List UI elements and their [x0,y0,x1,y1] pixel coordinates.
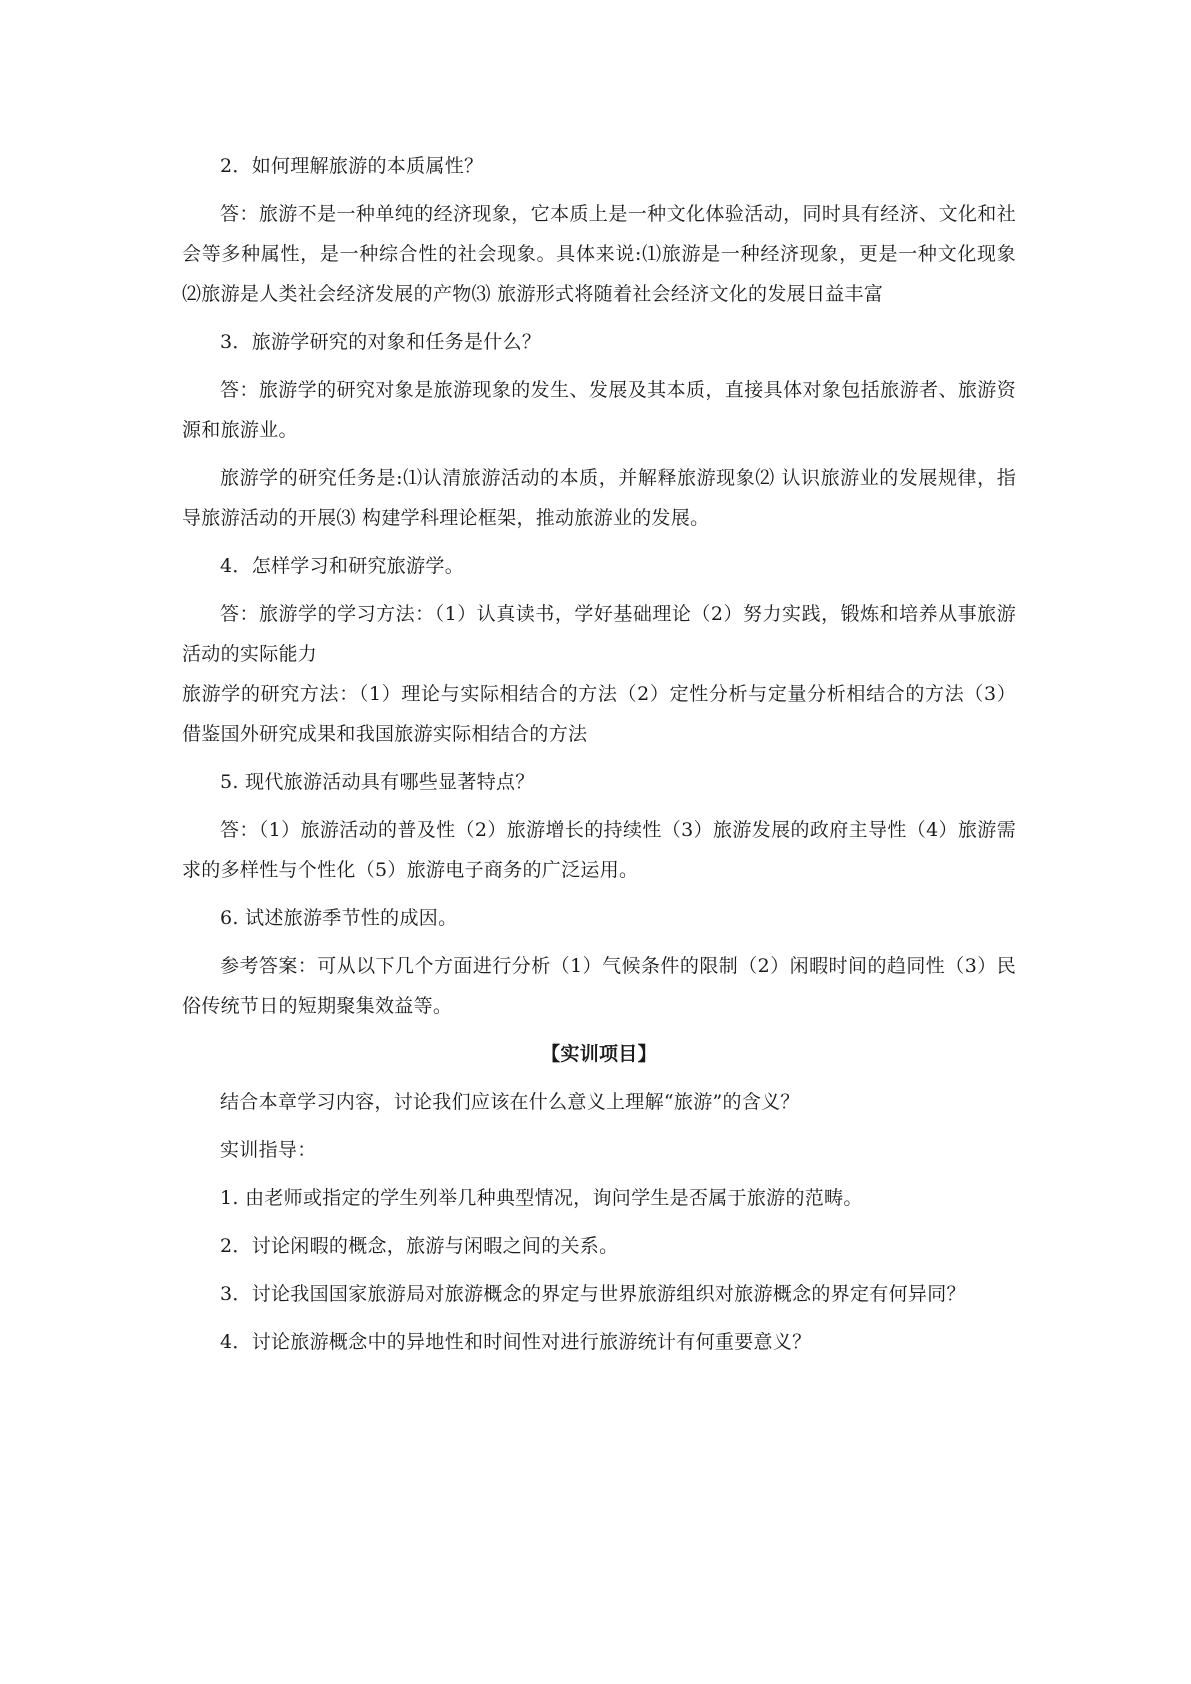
answer-2: 答：旅游不是一种单纯的经济现象，它本质上是一种文化体验活动，同时具有经济、文化和社会等多种属性，是一种综合性的社会现象。具体来说:⑴旅游是一种经济现象，更是一种文化现象⑵旅游是人类社会经济发展的产物⑶ 旅游形式将随着社会经济文化的发展日益丰富 [182,203,1016,305]
question-3: 3．旅游学研究的对象和任务是什么？ [220,331,542,353]
answer-4-research-methods: 旅游学的研究方法：（1）理论与实际相结合的方法（2）定性分析与定量分析相结合的方法（3）借鉴国外研究成果和我国旅游实际相结合的方法 [182,683,1016,745]
question-5: 5. 现代旅游活动具有哪些显著特点？ [220,771,535,793]
answer-3-tasks: 旅游学的研究任务是:⑴认清旅游活动的本质，并解释旅游现象⑵ 认识旅游业的发展规律，指导旅游活动的开展⑶ 构建学科理论框架，推动旅游业的发展。 [182,467,1016,529]
answer-5: 答：（1）旅游活动的普及性（2）旅游增长的持续性（3）旅游发展的政府主导性（4）旅游需求的多样性与个性化（5）旅游电子商务的广泛运用。 [182,819,1016,881]
answer-3: 答：旅游学的研究对象是旅游现象的发生、发展及其本质，直接具体对象包括旅游者、旅游资源和旅游业。 [182,379,1016,441]
practice-step-1: 1. 由老师或指定的学生列举几种典型情况，询问学生是否属于旅游的范畴。 [220,1187,863,1209]
document-body [182,146,1016,1362]
practice-step-2: 2．讨论闲暇的概念，旅游与闲暇之间的关系。 [220,1235,619,1257]
practice-step-4: 4．讨论旅游概念中的异地性和时间性对进行旅游统计有何重要意义？ [220,1331,812,1353]
practice-step-3: 3．讨论我国国家旅游局对旅游概念的界定与世界旅游组织对旅游概念的界定有何异同？ [220,1283,966,1305]
question-2: 2．如何理解旅游的本质属性？ [220,155,484,177]
practice-intro: 结合本章学习内容，讨论我们应该在什么意义上理解“旅游”的含义？ [220,1091,800,1113]
practice-guide-label: 实训指导： [220,1139,317,1161]
question-4: 4．怎样学习和研究旅游学。 [220,555,464,577]
answer-4-study-methods: 答：旅游学的学习方法：（1）认真读书，学好基础理论（2）努力实践，锻炼和培养从事旅游活动的实际能力 [182,603,1016,665]
answer-6: 参考答案：可从以下几个方面进行分析（1）气候条件的限制（2）闲暇时间的趋同性（3）民俗传统节日的短期聚集效益等。 [182,955,1016,1017]
question-6: 6. 试述旅游季节性的成因。 [220,907,458,929]
section-heading: 【实训项目】 [541,1043,657,1065]
